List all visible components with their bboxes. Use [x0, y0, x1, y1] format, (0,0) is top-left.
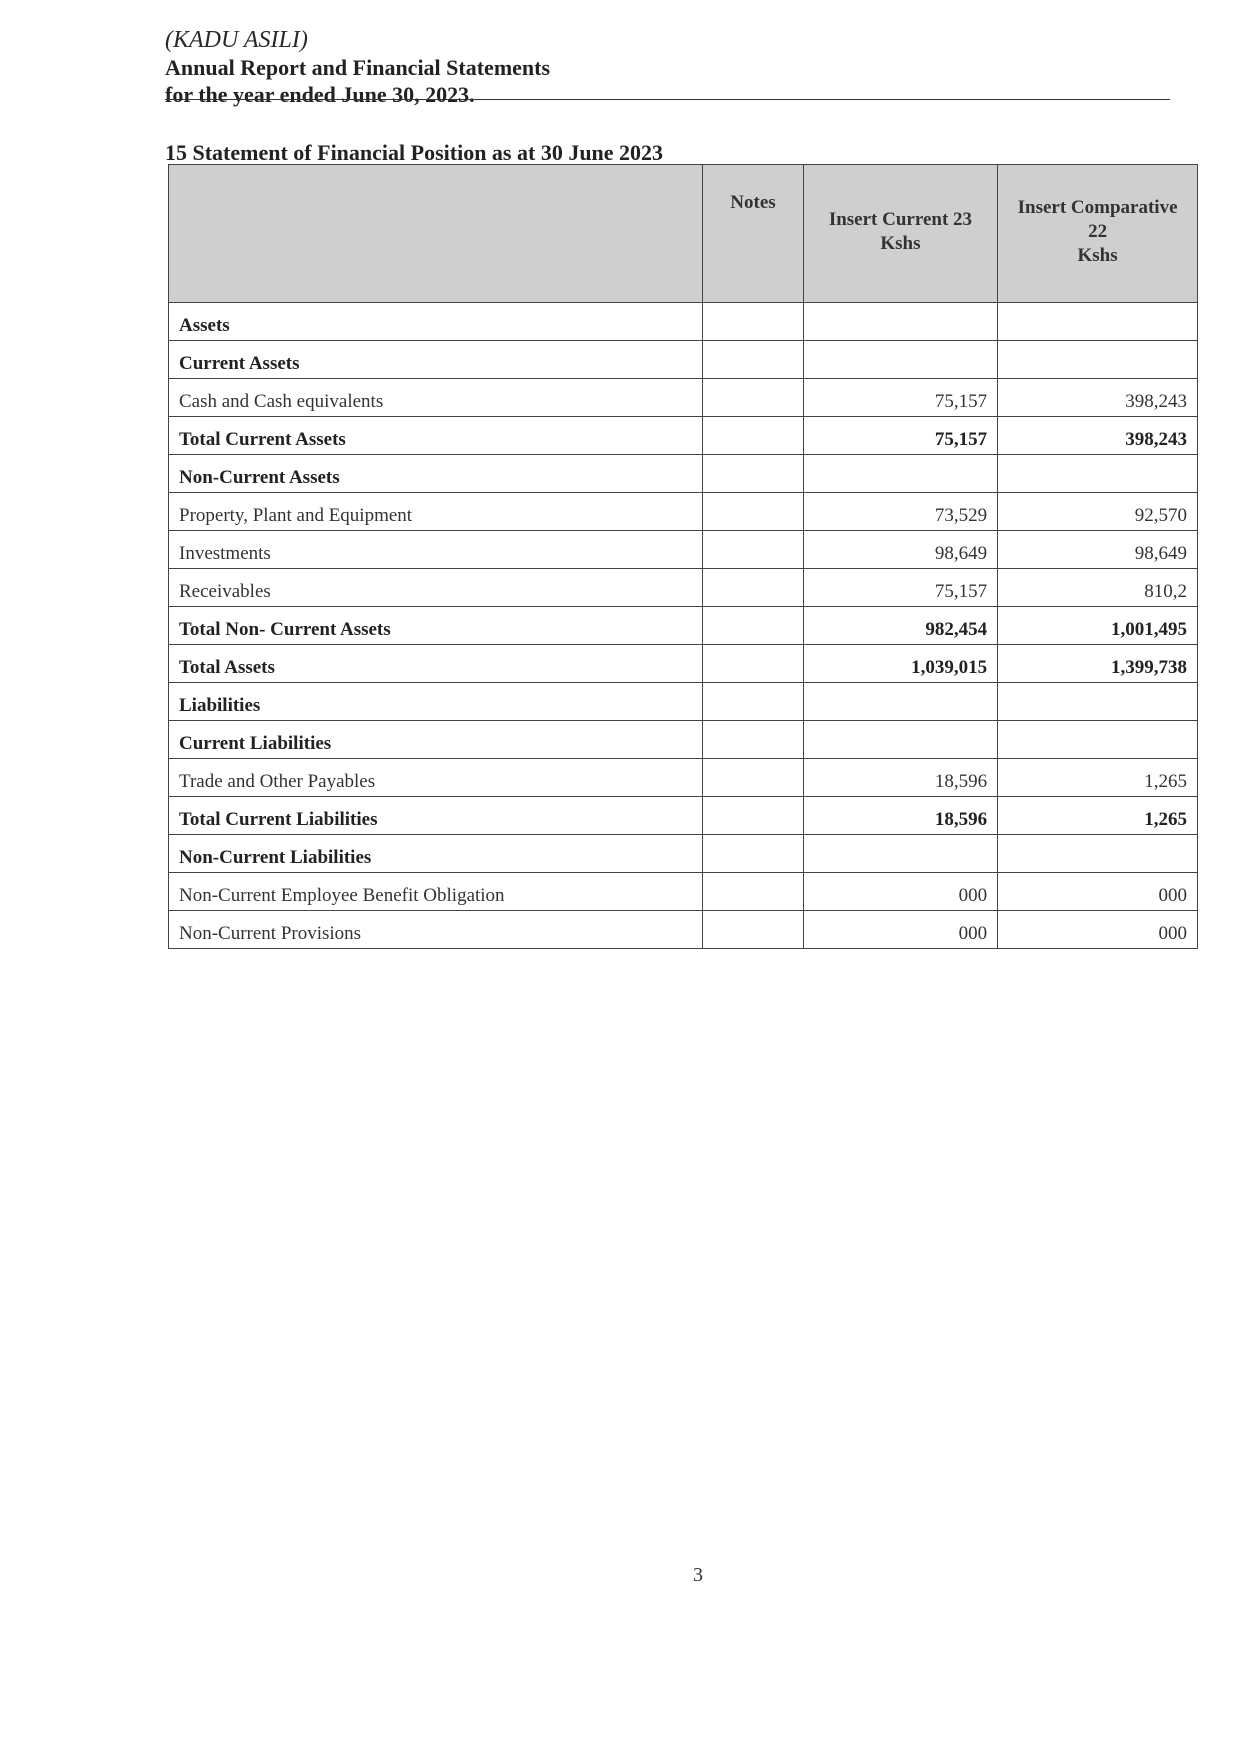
row-label: Current Assets — [169, 341, 703, 379]
table-row — [169, 683, 1198, 721]
statement-title: 15 Statement of Financial Position as at 30 June 2023 — [165, 140, 664, 165]
table-row — [169, 759, 1198, 797]
row-label: Current Liabilities — [169, 721, 703, 759]
table-row — [169, 873, 1198, 911]
row-current-value: 18,596 — [803, 797, 997, 835]
table-row — [169, 797, 1198, 835]
row-current-value: 000 — [803, 911, 997, 949]
row-label: Total Current Assets — [169, 417, 703, 455]
row-label: Trade and Other Payables — [169, 759, 703, 797]
row-current-value: 000 — [803, 873, 997, 911]
table-row — [169, 721, 1198, 759]
row-current-value: 75,157 — [803, 417, 997, 455]
table-row — [169, 493, 1198, 531]
row-comparative-value: 810,2 — [998, 569, 1198, 607]
row-label: Total Assets — [169, 645, 703, 683]
row-label: Investments — [169, 531, 703, 569]
row-comparative-value: 000 — [998, 873, 1198, 911]
row-notes — [703, 379, 803, 417]
item-column-header — [169, 165, 703, 303]
row-label: Total Current Liabilities — [169, 797, 703, 835]
row-comparative-value: 1,399,738 — [998, 645, 1198, 683]
current-year-unit: Kshs — [880, 233, 921, 254]
row-notes — [703, 835, 803, 873]
current-year-label: Insert Current 23 — [828, 209, 973, 230]
row-label: Non-Current Provisions — [169, 911, 703, 949]
row-current-value — [803, 835, 997, 873]
financial-position-table — [168, 164, 1198, 949]
row-notes — [703, 493, 803, 531]
row-current-value — [803, 683, 997, 721]
row-current-value — [803, 721, 997, 759]
row-notes — [703, 797, 803, 835]
table-row — [169, 455, 1198, 493]
row-label: Total Non- Current Assets — [169, 607, 703, 645]
row-comparative-value — [998, 455, 1198, 493]
row-label: Receivables — [169, 569, 703, 607]
header-divider — [165, 99, 1170, 100]
row-comparative-value: 398,243 — [998, 417, 1198, 455]
row-notes — [703, 911, 803, 949]
row-current-value: 75,157 — [803, 379, 997, 417]
row-label: Non-Current Assets — [169, 455, 703, 493]
row-comparative-value: 98,649 — [998, 531, 1198, 569]
page-number: 3 — [693, 1564, 703, 1586]
row-current-value: 1,039,015 — [803, 645, 997, 683]
row-notes — [703, 759, 803, 797]
row-notes — [703, 683, 803, 721]
row-comparative-value — [998, 341, 1198, 379]
row-notes — [703, 341, 803, 379]
row-current-value — [803, 341, 997, 379]
row-label: Non-Current Employee Benefit Obligation — [169, 873, 703, 911]
table-body — [169, 303, 1198, 949]
row-current-value — [803, 303, 997, 341]
row-notes — [703, 455, 803, 493]
table-row — [169, 379, 1198, 417]
row-label: Assets — [169, 303, 703, 341]
table-row — [169, 341, 1198, 379]
row-comparative-value: 000 — [998, 911, 1198, 949]
row-notes — [703, 873, 803, 911]
row-notes — [703, 417, 803, 455]
row-label: Cash and Cash equivalents — [169, 379, 703, 417]
row-comparative-value: 1,001,495 — [998, 607, 1198, 645]
row-comparative-value: 1,265 — [998, 759, 1198, 797]
row-label: Property, Plant and Equipment — [169, 493, 703, 531]
table-header-row — [169, 165, 1198, 303]
row-notes — [703, 607, 803, 645]
row-current-value: 75,157 — [803, 569, 997, 607]
table-row — [169, 835, 1198, 873]
row-notes — [703, 645, 803, 683]
row-current-value: 73,529 — [803, 493, 997, 531]
comparative-year-column-header — [998, 165, 1198, 303]
row-current-value: 98,649 — [803, 531, 997, 569]
row-current-value: 982,454 — [803, 607, 997, 645]
table-row — [169, 645, 1198, 683]
document-header — [165, 26, 1170, 108]
current-year-column-header — [803, 165, 997, 303]
row-notes — [703, 531, 803, 569]
row-comparative-value: 398,243 — [998, 379, 1198, 417]
table-row — [169, 911, 1198, 949]
row-current-value: 18,596 — [803, 759, 997, 797]
comparative-year-unit: Kshs — [1077, 245, 1118, 266]
table-row — [169, 417, 1198, 455]
table-row — [169, 607, 1198, 645]
row-label: Liabilities — [169, 683, 703, 721]
row-comparative-value: 1,265 — [998, 797, 1198, 835]
row-notes — [703, 303, 803, 341]
row-comparative-value — [998, 683, 1198, 721]
row-notes — [703, 569, 803, 607]
table-row — [169, 531, 1198, 569]
row-comparative-value: 92,570 — [998, 493, 1198, 531]
notes-column-header: Notes — [703, 165, 803, 303]
table-row — [169, 303, 1198, 341]
report-title: Annual Report and Financial Statements — [165, 55, 551, 80]
report-period: for the year ended June 30, 2023. — [165, 82, 475, 107]
row-current-value — [803, 455, 997, 493]
row-notes — [703, 721, 803, 759]
organization-name: (KADU ASILI) — [165, 27, 308, 53]
table-row — [169, 569, 1198, 607]
comparative-year-label: Insert Comparative 22 — [1017, 197, 1178, 242]
row-comparative-value — [998, 721, 1198, 759]
row-label: Non-Current Liabilities — [169, 835, 703, 873]
row-comparative-value — [998, 303, 1198, 341]
row-comparative-value — [998, 835, 1198, 873]
